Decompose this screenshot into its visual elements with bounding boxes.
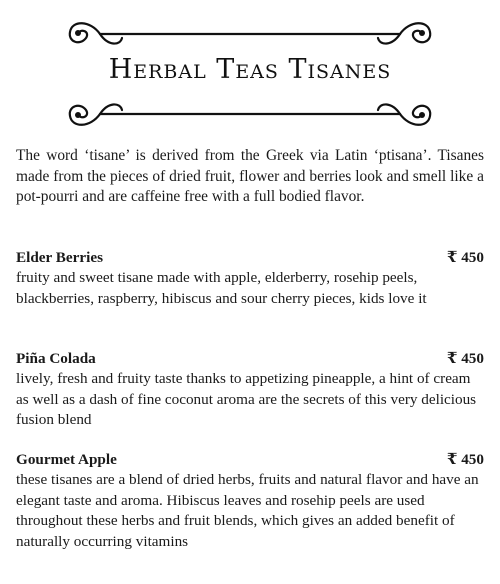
menu-item-price: ₹ 450 (446, 249, 484, 266)
flourish-ornament-bottom-icon (60, 96, 440, 132)
menu-item-description: fruity and sweet tisane made with apple, elderberry, rosehip peels, blackberries, raspberry, hibiscus and sour cherry pieces, kids love it (16, 269, 427, 307)
page-title: Herbal Teas Tisanes (108, 54, 392, 85)
menu-item-name: Elder Berries (16, 249, 104, 266)
menu-item-pina-colada (16, 348, 484, 431)
menu-item-description: lively, fresh and fruity taste thanks to appetizing pineapple, a hint of cream as well as a dash of fine coconut aroma are the secrets of this very delicious fusion blend (16, 370, 477, 428)
menu-item-gourmet-apple (16, 449, 484, 552)
menu-header (0, 0, 500, 130)
intro-paragraph: The word ‘tisane’ is derived from the Greek via Latin ‘ptisana’. Tisanes made from the pieces of dried fruit, flower and berries look and smell like a pot-pourri and are caffeine free with a full bodied flavor. (16, 147, 484, 205)
menu-item-price: ₹ 450 (446, 350, 484, 367)
menu-item-elder-berries (16, 247, 484, 309)
menu-item-price: ₹ 450 (446, 451, 484, 468)
menu-item-description: these tisanes are a blend of dried herbs, fruits and natural flavor and have an elegant taste and aroma. Hibiscus leaves and rosehip peels are used throughout these herbs and fruit blends, which gives an added benefit of naturally occurring vitamins (16, 471, 479, 550)
menu-item-header (16, 247, 484, 268)
menu-item-name: Gourmet Apple (16, 451, 117, 468)
menu-item-header (16, 348, 484, 369)
flourish-ornament-top-icon (60, 16, 440, 52)
menu-item-header (16, 449, 484, 470)
menu-item-name: Piña Colada (16, 350, 96, 367)
